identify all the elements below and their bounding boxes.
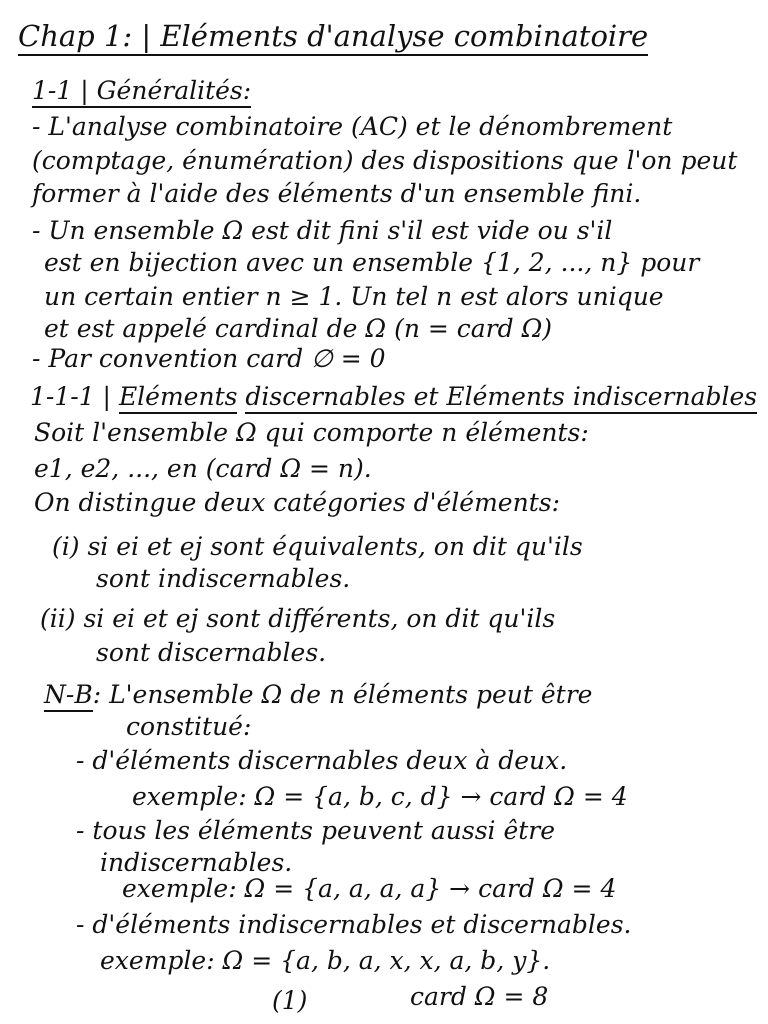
text-line: - Par convention card ∅ = 0 [32, 344, 386, 373]
text-line: sont indiscernables. [96, 564, 351, 593]
text-line: e1, e2, ..., en (card Ω = n). [34, 454, 372, 483]
nb-label: N-B [44, 680, 93, 712]
text-line: - Un ensemble Ω est dit fini s'il est vide ou s'il [32, 216, 613, 245]
text-line: un certain entier n ≥ 1. Un tel n est alors unique [44, 282, 664, 311]
example-line: exemple: Ω = {a, b, a, x, x, a, b, y}. [100, 946, 551, 975]
text-line: - tous les éléments peuvent aussi être [76, 816, 556, 845]
section-heading-1-1: 1-1 | Généralités: [32, 78, 251, 103]
page-title: Chap 1: | Eléments d'analyse combinatoire [18, 22, 648, 51]
example-line: exemple: Ω = {a, b, c, d} → card Ω = 4 [132, 782, 628, 811]
page-number: (1) [272, 986, 308, 1015]
example-line: exemple: Ω = {a, a, a, a} → card Ω = 4 [122, 874, 617, 903]
nb-line: N-B: L'ensemble Ω de n éléments peut être [44, 682, 592, 707]
text-line: sont discernables. [96, 638, 327, 667]
text-line: (ii) si ei et ej sont différents, on dit qu'ils [40, 604, 556, 633]
text-line: (comptage, énumération) des dispositions que l'on peut [32, 146, 738, 175]
text-line: - L'analyse combinatoire (AC) et le dénombrement [32, 112, 673, 141]
text-line: constitué: [126, 712, 252, 741]
text-line: former à l'aide des éléments d'un ensemble fini. [32, 179, 642, 208]
text-line: On distingue deux catégories d'éléments: [34, 488, 560, 517]
text-line: indiscernables. [100, 848, 293, 877]
text-line: - d'éléments indiscernables et discernables. [76, 910, 632, 939]
text-line: est en bijection avec un ensemble {1, 2, ..., n} pour [44, 248, 700, 277]
section-heading-1-1-1: 1-1-1 | Eléments discernables et Eléments indiscernables [30, 384, 757, 409]
text-line: et est appelé cardinal de Ω (n = card Ω) [44, 314, 553, 343]
text-line: - d'éléments discernables deux à deux. [76, 746, 568, 775]
text-line: (i) si ei et ej sont équivalents, on dit qu'ils [52, 532, 583, 561]
example-line: card Ω = 8 [410, 982, 549, 1011]
text-line: Soit l'ensemble Ω qui comporte n éléments: [34, 418, 589, 447]
